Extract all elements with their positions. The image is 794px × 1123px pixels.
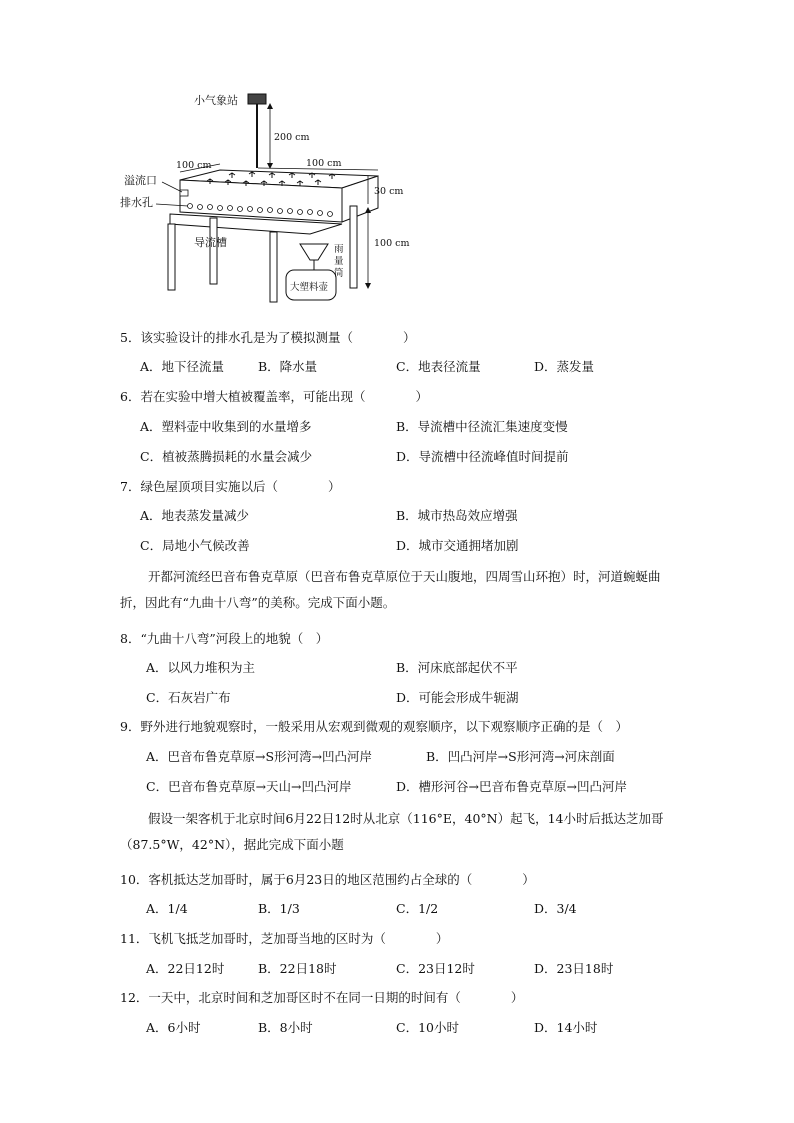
q11-option-c[interactable]: C．23日12时 (396, 961, 475, 976)
label-200cm: 200 cm (274, 132, 310, 143)
label-rain3: 筒 (334, 268, 344, 279)
label-100cm-right: 100 cm (306, 158, 342, 169)
label-100cm-vertical: 100 cm (374, 238, 410, 249)
q10-option-d[interactable]: D．3/4 (534, 901, 577, 916)
q6-option-d[interactable]: D．导流槽中径流峰值时间提前 (396, 449, 569, 464)
question-11-stem: 11．飞机飞抵芝加哥时，芝加哥当地的区时为（ ） (120, 931, 449, 946)
question-5-stem: 5．该实验设计的排水孔是为了模拟测量（ ） (120, 330, 416, 345)
q11-option-a[interactable]: A．22日12时 (146, 961, 225, 976)
q5-option-c[interactable]: C．地表径流量 (396, 359, 481, 374)
label-100cm-left: 100 cm (176, 160, 212, 171)
q5-option-b[interactable]: B．降水量 (258, 359, 318, 374)
q11-option-d[interactable]: D．23日18时 (534, 961, 614, 976)
question-10-stem: 10．客机抵达芝加哥时，属于6月23日的地区范围约占全球的（ ） (120, 872, 535, 887)
q6-option-c[interactable]: C．植被蒸腾损耗的水量会减少 (140, 449, 313, 464)
q7-option-c[interactable]: C．局地小气候改善 (140, 538, 250, 553)
q12-option-c[interactable]: C．10小时 (396, 1020, 459, 1035)
q8-option-d[interactable]: D．可能会形成牛轭湖 (396, 690, 519, 705)
q12-option-a[interactable]: A．6小时 (146, 1020, 201, 1035)
q12-option-b[interactable]: B．8小时 (258, 1020, 313, 1035)
q8-option-a[interactable]: A．以风力堆积为主 (146, 660, 256, 675)
q9-option-c[interactable]: C．巴音布鲁克草原→天山→凹凸河岸 (146, 779, 352, 794)
passage-2: 假设一架客机于北京时间6月22日12时从北京（116°E，40°N）起飞，14小时后抵达芝加哥（87.5°W，42°N），据此完成下面小题 (120, 811, 664, 852)
q5-option-d[interactable]: D．蒸发量 (534, 359, 595, 374)
q7-option-b[interactable]: B．城市热岛效应增强 (396, 508, 518, 523)
label-drain: 排水孔 (120, 196, 153, 209)
question-9-stem: 9．野外进行地貌观察时，一般采用从宏观到微观的观察顺序，以下观察顺序正确的是（ ） (120, 719, 628, 734)
q11-option-b[interactable]: B．22日18时 (258, 961, 337, 976)
q8-option-b[interactable]: B．河床底部起伏不平 (396, 660, 518, 675)
q9-option-a[interactable]: A．巴音布鲁克草原→S形河湾→凹凸河岸 (146, 749, 373, 764)
q9-option-d[interactable]: D．槽形河谷→巴音布鲁克草原→凹凸河岸 (396, 779, 627, 794)
label-rain2: 量 (334, 256, 344, 267)
q6-option-b[interactable]: B．导流槽中径流汇集速度变慢 (396, 419, 568, 434)
q12-option-d[interactable]: D．14小时 (534, 1020, 598, 1035)
question-8-stem: 8．“九曲十八弯”河段上的地貌（ ） (120, 631, 329, 646)
question-6-stem: 6．若在实验中增大植被覆盖率，可能出现（ ） (120, 389, 428, 404)
passage-1: 开都河流经巴音布鲁克草原（巴音布鲁克草原位于天山腹地，四周雪山环抱）时，河道蜿蜒曲折，因此有“九曲十八弯”的美称。完成下面小题。 (120, 569, 661, 610)
label-30cm: 30 cm (374, 186, 404, 197)
label-overflow: 溢流口 (124, 174, 157, 187)
weather-station-box (248, 94, 266, 104)
question-7-stem: 7．绿色屋顶项目实施以后（ ） (120, 479, 341, 494)
q10-option-b[interactable]: B．1/3 (258, 901, 300, 916)
q5-option-a[interactable]: A．地下径流量 (140, 359, 225, 374)
q9-option-b[interactable]: B．凹凸河岸→S形河湾→河床剖面 (426, 749, 615, 764)
label-station: 小气象站 (194, 94, 238, 107)
label-rain1: 雨 (334, 244, 344, 255)
q6-option-a[interactable]: A．塑料壶中收集到的水量增多 (140, 419, 312, 434)
q10-option-a[interactable]: A．1/4 (146, 901, 188, 916)
experiment-figure (110, 84, 440, 316)
question-12-stem: 12．一天中，北京时间和芝加哥区时不在同一日期的时间有（ ） (120, 990, 524, 1005)
label-trough: 导流槽 (194, 236, 227, 249)
q8-option-c[interactable]: C．石灰岩广布 (146, 690, 231, 705)
q7-option-d[interactable]: D．城市交通拥堵加剧 (396, 538, 519, 553)
q10-option-c[interactable]: C．1/2 (396, 901, 439, 916)
label-pot: 大塑料壶 (290, 282, 329, 293)
q7-option-a[interactable]: A．地表蒸发量减少 (140, 508, 250, 523)
